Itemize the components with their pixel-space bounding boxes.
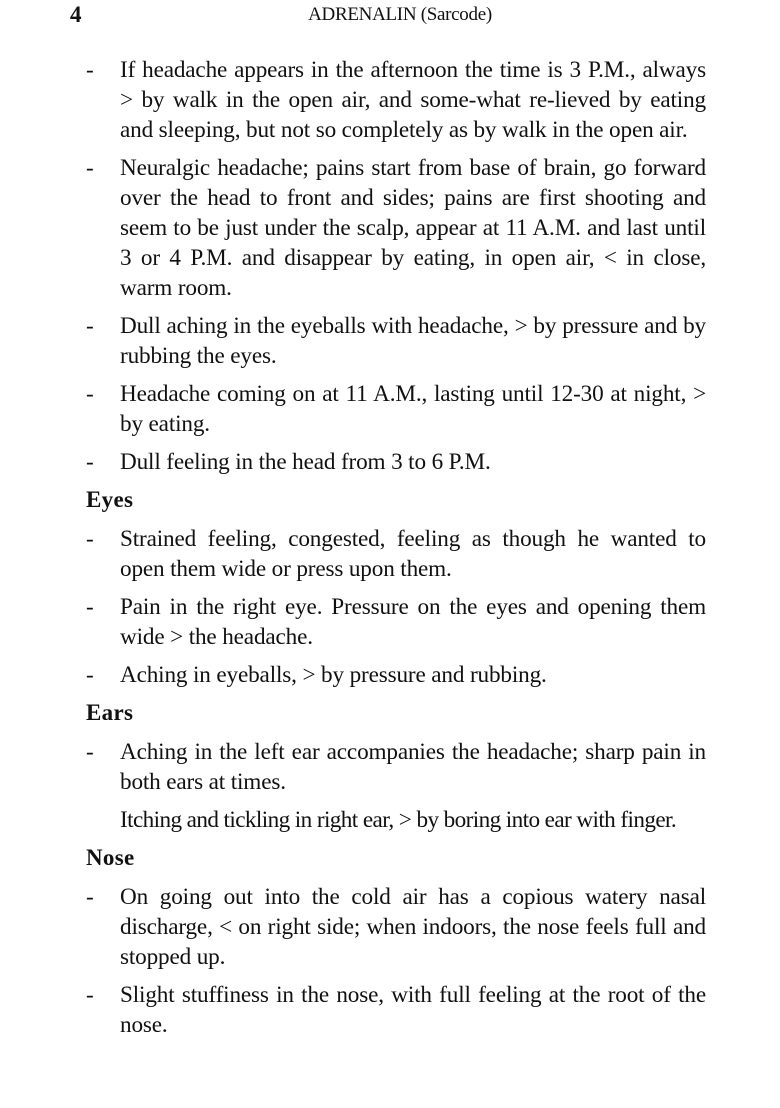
symptom-item <box>86 660 706 690</box>
symptom-text: Pain in the right eye. Pressure on the eyes and opening them wide > the headache. <box>120 594 706 650</box>
bullet-dash: - <box>86 381 94 407</box>
bullet-dash: - <box>86 594 94 620</box>
page-header <box>0 0 780 34</box>
symptom-text: Itching and tickling in right ear, > by boring into ear with finger. <box>120 807 677 833</box>
bullet-dash: - <box>86 57 94 83</box>
symptom-text: Neuralgic headache; pains start from base of brain, go forward over the head to front and sides; pains are first shooting and seem to be just under the scalp, appear at 11 A.M. and last until 3 or 4 P.M. and disappear by eating, in open air, < in close, warm room. <box>120 155 706 301</box>
bullet-dash: - <box>86 449 94 475</box>
symptom-item <box>86 980 706 1040</box>
bullet-dash: - <box>86 526 94 552</box>
bullet-dash: - <box>86 662 94 688</box>
symptom-text: Slight stuffiness in the nose, with full feeling at the root of the nose. <box>120 982 706 1038</box>
symptom-text: Headache coming on at 11 A.M., lasting until 12-30 at night, > by eating. <box>120 381 706 437</box>
symptom-text: Strained feeling, congested, feeling as though he wanted to open them wide or press upon them. <box>120 526 706 582</box>
symptom-item <box>86 882 706 972</box>
section-heading-ears: Ears <box>86 700 134 725</box>
bullet-dash: - <box>86 155 94 181</box>
page-body <box>86 55 706 1048</box>
symptom-text: On going out into the cold air has a copious watery nasal discharge, < on right side; when indoors, the nose feels full and stopped up. <box>120 884 706 970</box>
symptom-item <box>86 379 706 439</box>
symptom-text: Dull feeling in the head from 3 to 6 P.M. <box>120 449 491 475</box>
symptom-item <box>86 805 706 835</box>
running-title: ADRENALIN (Sarcode) <box>308 4 492 25</box>
symptom-text: Dull aching in the eyeballs with headache, > by pressure and by rubbing the eyes. <box>120 313 706 369</box>
symptom-item <box>86 447 706 477</box>
section-head-continued <box>86 55 706 477</box>
symptom-item <box>86 524 706 584</box>
symptom-item <box>86 311 706 371</box>
section-heading-eyes: Eyes <box>86 487 134 512</box>
section-eyes <box>86 485 706 690</box>
symptom-item <box>86 153 706 303</box>
page-number: 4 <box>70 2 82 27</box>
symptom-text: If headache appears in the afternoon the time is 3 P.M., always > by walk in the open air, and some-what re-lieved by eating and sleeping, but not so completely as by walk in the open air. <box>120 57 706 143</box>
bullet-dash: - <box>86 982 94 1008</box>
symptom-text: Aching in the left ear accompanies the headache; sharp pain in both ears at times. <box>120 739 706 795</box>
symptom-item <box>86 55 706 145</box>
section-heading-nose: Nose <box>86 845 135 870</box>
section-ears <box>86 698 706 835</box>
bullet-dash: - <box>86 313 94 339</box>
symptom-item <box>86 737 706 797</box>
section-nose <box>86 843 706 1040</box>
symptom-item <box>86 592 706 652</box>
bullet-dash: - <box>86 884 94 910</box>
bullet-dash: - <box>86 739 94 765</box>
symptom-text: Aching in eyeballs, > by pressure and rubbing. <box>120 662 547 688</box>
